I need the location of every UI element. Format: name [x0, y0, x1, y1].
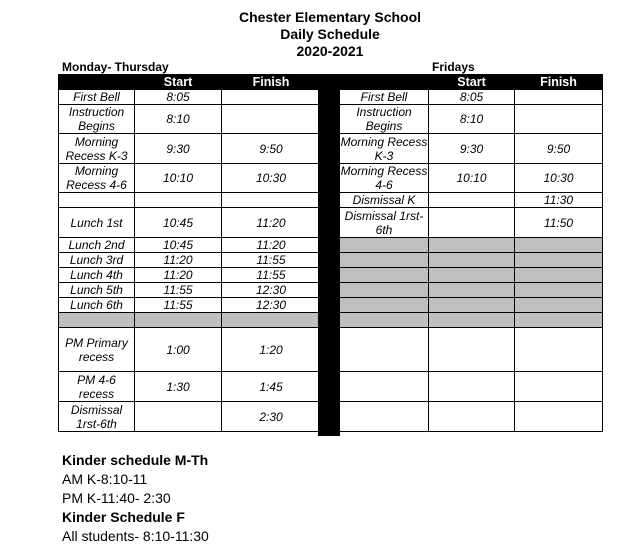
table-row: [59, 298, 321, 313]
gray-cell: [340, 268, 429, 283]
finish-time: 10:30: [515, 164, 603, 193]
start-time: [135, 193, 222, 208]
finish-time: [515, 105, 603, 134]
table-row: [59, 164, 321, 193]
gray-cell: [429, 268, 515, 283]
gray-row: [340, 238, 603, 253]
schedule-title: Daily Schedule: [280, 26, 380, 42]
finish-time: 12:30: [222, 298, 321, 313]
event-name: Morning Recess K-3: [340, 134, 428, 163]
finish-time: 11:20: [222, 238, 321, 253]
gray-cell: [515, 313, 603, 328]
gray-cell: [340, 313, 429, 328]
table-row: [340, 208, 603, 238]
empty-row: [340, 328, 603, 372]
school-name: Chester Elementary School: [238, 9, 422, 25]
start-time: 8:10: [429, 105, 515, 134]
finish-time: 12:30: [222, 283, 321, 298]
header-blank: [59, 75, 135, 90]
start-time: 11:55: [135, 283, 222, 298]
table-row: [59, 238, 321, 253]
empty-cell: [429, 372, 515, 402]
friday-label: Fridays: [432, 60, 475, 74]
gray-row: [340, 268, 603, 283]
finish-time: 1:45: [222, 372, 321, 402]
gray-row: [340, 283, 603, 298]
header-finish: Finish: [222, 75, 321, 90]
table-row: [59, 268, 321, 283]
mon-thu-label: Monday- Thursday: [62, 60, 169, 74]
gray-row: [340, 313, 603, 328]
table-divider: [318, 74, 340, 436]
start-time: [135, 402, 222, 432]
empty-cell: [515, 372, 603, 402]
empty-row: [340, 372, 603, 402]
gray-cell: [429, 253, 515, 268]
event-name: Lunch 3rd: [59, 253, 135, 268]
event-name: First Bell: [340, 90, 429, 105]
start-time: 10:10: [135, 164, 222, 193]
event-name: Morning Recess K-3: [59, 134, 135, 164]
event-name: Instruction Begins: [340, 105, 429, 134]
table-row: [340, 90, 603, 105]
gray-row: [340, 298, 603, 313]
start-time: 10:45: [135, 208, 222, 238]
finish-time: [222, 90, 321, 105]
empty-row: [340, 402, 603, 432]
empty-cell: [340, 328, 429, 372]
start-time: 8:05: [429, 90, 515, 105]
header-finish: Finish: [515, 75, 603, 90]
start-time: 11:20: [135, 268, 222, 283]
table-row: [59, 283, 321, 298]
event-name: [59, 193, 135, 208]
table-row: [340, 164, 603, 193]
event-name: Dismissal 1rst-6th: [59, 402, 135, 432]
event-name: Instruction Begins: [59, 105, 135, 134]
gray-cell: [429, 238, 515, 253]
table-row: [59, 253, 321, 268]
table-row: [59, 90, 321, 105]
table-row: [59, 105, 321, 134]
start-time: 9:30: [429, 134, 515, 164]
event-name: Morning Recess 4-6: [59, 164, 135, 193]
finish-time: 11:30: [515, 193, 603, 208]
event-name: Lunch 4th: [59, 268, 135, 283]
start-time: 8:10: [135, 105, 222, 134]
kinder-am: AM K-8:10-11: [62, 471, 148, 487]
table-header-row: [59, 75, 321, 90]
header-start: Start: [135, 75, 222, 90]
event-name: Lunch 6th: [59, 298, 135, 313]
finish-time: 9:50: [222, 134, 321, 164]
start-time: 8:05: [135, 90, 222, 105]
empty-cell: [515, 328, 603, 372]
gray-cell: [222, 313, 321, 328]
gray-cell: [515, 268, 603, 283]
table-row: [59, 193, 321, 208]
gray-cell: [515, 253, 603, 268]
gray-cell: [515, 238, 603, 253]
start-time: 10:45: [135, 238, 222, 253]
event-name: Dismissal 1rst-6th: [340, 208, 429, 238]
gray-cell: [429, 283, 515, 298]
start-time: 11:20: [135, 253, 222, 268]
kinder-f-heading: Kinder Schedule F: [62, 509, 185, 525]
mon-thu-schedule-table: [58, 74, 321, 432]
table-row: [59, 134, 321, 164]
event-name: Dismissal K: [340, 193, 429, 208]
event-name: PM Primary recess: [59, 328, 135, 372]
start-time: 1:30: [135, 372, 222, 402]
start-time: 11:55: [135, 298, 222, 313]
friday-schedule-table: [339, 74, 603, 432]
header-blank: [340, 75, 429, 90]
start-time: [429, 193, 515, 208]
finish-time: 11:50: [515, 208, 603, 238]
finish-time: [222, 105, 321, 134]
gray-cell: [515, 298, 603, 313]
empty-cell: [429, 402, 515, 432]
gray-cell: [340, 298, 429, 313]
kinder-all-students: All students- 8:10-11:30: [62, 528, 209, 544]
gray-cell: [340, 283, 429, 298]
table-row: [340, 105, 603, 134]
table-row: [59, 328, 321, 372]
gray-cell: [429, 298, 515, 313]
gray-cell: [135, 313, 222, 328]
table-row: [59, 208, 321, 238]
empty-cell: [340, 372, 429, 402]
event-name: Lunch 5th: [59, 283, 135, 298]
empty-cell: [340, 402, 429, 432]
finish-time: [222, 193, 321, 208]
gray-spacer-row: [59, 313, 321, 328]
finish-time: 11:20: [222, 208, 321, 238]
start-time: [429, 208, 515, 238]
start-time: 1:00: [135, 328, 222, 372]
kinder-mth-heading: Kinder schedule M-Th: [62, 452, 209, 468]
event-name: First Bell: [59, 90, 135, 105]
table-row: [59, 402, 321, 432]
start-time: 10:10: [429, 164, 515, 193]
finish-time: 2:30: [222, 402, 321, 432]
finish-time: 11:55: [222, 253, 321, 268]
school-year: 2020-2021: [296, 43, 364, 59]
gray-cell: [429, 313, 515, 328]
finish-time: 9:50: [515, 134, 603, 164]
event-name: PM 4-6 recess: [59, 372, 135, 402]
gray-cell: [59, 313, 135, 328]
gray-cell: [340, 253, 429, 268]
table-row: [59, 372, 321, 402]
gray-cell: [515, 283, 603, 298]
finish-time: [515, 90, 603, 105]
event-name: Morning Recess 4-6: [340, 164, 428, 192]
finish-time: 10:30: [222, 164, 321, 193]
finish-time: 1:20: [222, 328, 321, 372]
event-name: Lunch 2nd: [59, 238, 135, 253]
table-header-row: [340, 75, 603, 90]
gray-row: [340, 253, 603, 268]
empty-cell: [429, 328, 515, 372]
finish-time: 11:55: [222, 268, 321, 283]
table-row: [340, 193, 603, 208]
kinder-schedule: [62, 451, 209, 546]
empty-cell: [515, 402, 603, 432]
start-time: 9:30: [135, 134, 222, 164]
table-row: [340, 134, 603, 164]
gray-cell: [340, 238, 429, 253]
header-start: Start: [429, 75, 515, 90]
event-name: Lunch 1st: [59, 208, 135, 238]
kinder-pm: PM K-11:40- 2:30: [62, 490, 171, 506]
